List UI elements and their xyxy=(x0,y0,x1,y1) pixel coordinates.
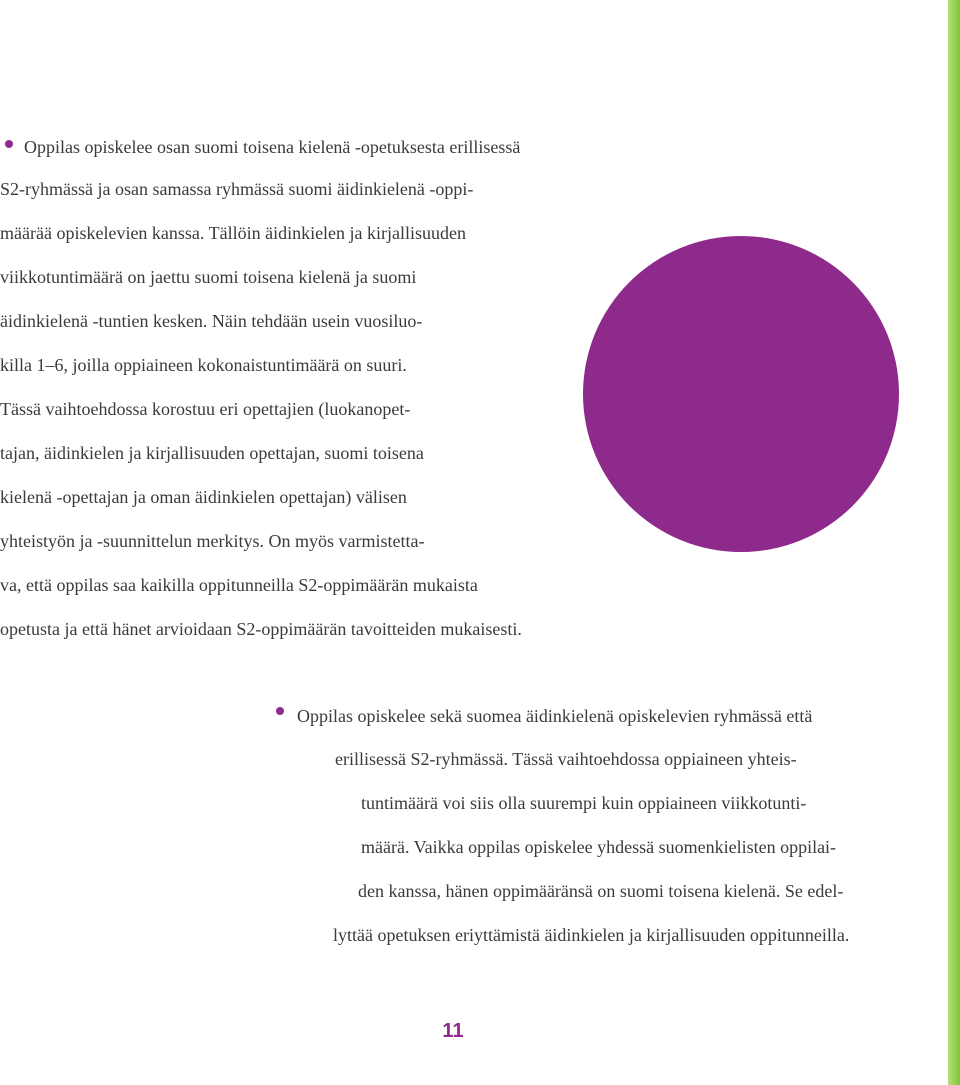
paragraph-line: erillisessä S2-ryhmässä. Tässä vaihtoehdossa oppiaineen yhteis- xyxy=(335,749,797,769)
decorative-circle xyxy=(583,236,899,552)
paragraph-line: määrää opiskelevien kanssa. Tällöin äidinkielen ja kirjallisuuden xyxy=(0,223,467,243)
paragraph-line: den kanssa, hänen oppimääränsä on suomi toisena kielenä. Se edel- xyxy=(358,881,844,901)
paragraph-line: killa 1–6, joilla oppiaineen kokonaistuntimäärä on suuri. xyxy=(0,355,407,375)
side-color-bar xyxy=(948,0,960,1085)
paragraph-line: S2-ryhmässä ja osan samassa ryhmässä suomi äidinkielenä -oppi- xyxy=(0,179,474,199)
paragraph-line: viikkotuntimäärä on jaettu suomi toisena kielenä ja suomi xyxy=(0,267,417,287)
paragraph-line: opetusta ja että hänet arvioidaan S2-oppimäärän tavoitteiden mukaisesti. xyxy=(0,619,522,639)
paragraph-line: tuntimäärä voi siis olla suurempi kuin oppiaineen viikkotunti- xyxy=(361,793,807,813)
paragraph-line: Tässä vaihtoehdossa korostuu eri opettajien (luokanopet- xyxy=(0,399,411,419)
paragraph-line: tajan, äidinkielen ja kirjallisuuden opettajan, suomi toisena xyxy=(0,443,424,463)
paragraph-line: va, että oppilas saa kaikilla oppitunneilla S2-oppimäärän mukaista xyxy=(0,575,478,595)
paragraph-line: kielenä -opettajan ja oman äidinkielen opettajan) välisen xyxy=(0,487,407,507)
page-number: 11 xyxy=(442,1020,464,1042)
bullet-icon xyxy=(5,140,13,148)
paragraph-line: Oppilas opiskelee sekä suomea äidinkielenä opiskelevien ryhmässä että xyxy=(297,706,813,726)
paragraph-line: Oppilas opiskelee osan suomi toisena kielenä -opetuksesta erillisessä xyxy=(24,137,521,157)
paragraph-line: äidinkielenä -tuntien kesken. Näin tehdään usein vuosiluo- xyxy=(0,311,423,331)
bullet-icon xyxy=(276,707,284,715)
paragraph-line: määrä. Vaikka oppilas opiskelee yhdessä suomenkielisten oppilai- xyxy=(361,837,837,857)
paragraph-line: lyttää opetuksen eriyttämistä äidinkielen ja kirjallisuuden oppitunneilla. xyxy=(333,925,850,945)
paragraph-line: yhteistyön ja -suunnittelun merkitys. On myös varmistetta- xyxy=(0,531,425,551)
